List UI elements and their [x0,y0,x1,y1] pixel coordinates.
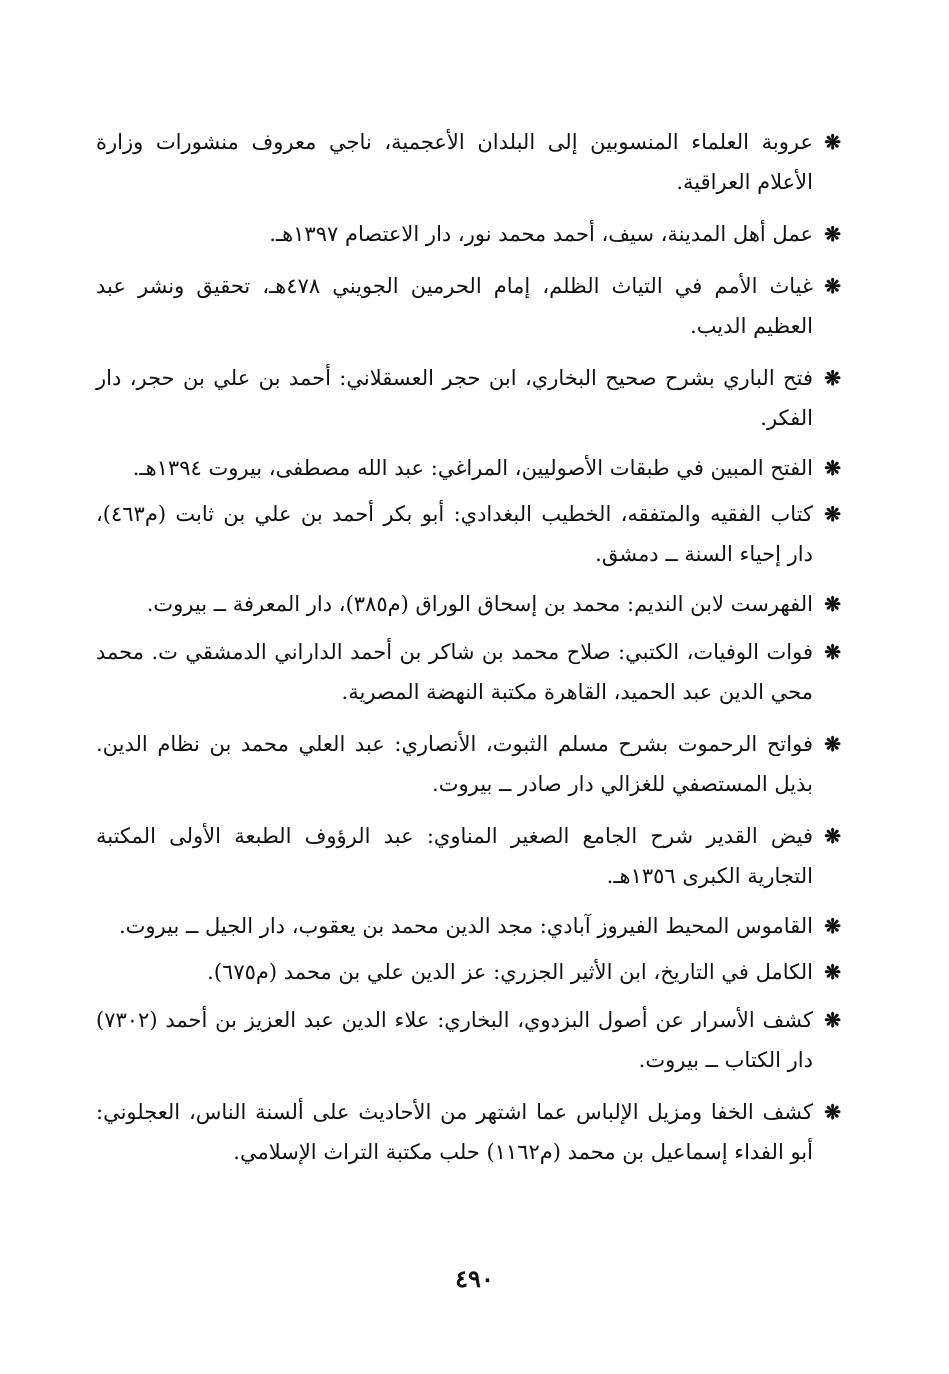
entry-text: كشف الخفا ومزيل الإلباس عما اشتهر من الأحاديث على ألسنة الناس، العجلوني: أبو الفداء إسماعيل بن محمد (م١١٦٢) حلب مكتبة التراث الإسلامي. [96,1100,813,1164]
bibliography-entry [96,632,841,712]
entry-text: الفتح المبين في طبقات الأصوليين، المراغي: عبد الله مصطفى، بيروت ١٣٩٤هـ. [132,456,813,480]
asterisk-bullet-icon: ❋ [824,130,841,154]
asterisk-bullet-icon: ❋ [824,732,841,756]
entry-text: عمل أهل المدينة، سيف، أحمد محمد نور، دار الاعتصام ١٣٩٧هـ. [269,222,813,246]
entry-text: كتاب الفقيه والمتفقه، الخطيب البغدادي: أبو بكر أحمد بن علي بن ثابت (م٤٦٣)، دار إحياء السنة ــ دمشق. [96,502,813,566]
bibliography-entry [96,584,841,624]
entry-text: فيض القدير شرح الجامع الصغير المناوي: عبد الرؤوف الطبعة الأولى المكتبة التجارية الكبرى ١٣٥٦هـ. [96,824,813,888]
bibliography-entry [96,494,841,574]
asterisk-bullet-icon: ❋ [824,592,841,616]
entry-text: عروبة العلماء المنسوبين إلى البلدان الأعجمية، ناجي معروف منشورات وزارة الأعلام العراقية. [96,130,813,194]
bibliography-entry [96,214,841,254]
entry-text: غياث الأمم في التياث الظلم، إمام الحرمين الجويني ٤٧٨هـ، تحقيق ونشر عبد العظيم الديب. [96,274,813,338]
bibliography-entry [96,816,841,896]
entry-text: الكامل في التاريخ، ابن الأثير الجزري: عز الدين علي بن محمد (م٦٧٥). [207,960,813,984]
asterisk-bullet-icon: ❋ [824,1008,841,1032]
bibliography-entry [96,906,841,946]
bibliography-entry [96,724,841,804]
page-number: ٤٩٠ [455,1264,494,1293]
bibliography-entry [96,952,841,992]
bibliography-entry [96,1000,841,1080]
entry-text: القاموس المحيط الفيروز آبادي: مجد الدين محمد بن يعقوب، دار الجيل ــ بيروت. [118,914,813,938]
asterisk-bullet-icon: ❋ [824,960,841,984]
asterisk-bullet-icon: ❋ [824,914,841,938]
entry-text: فتح الباري بشرح صحيح البخاري، ابن حجر العسقلاني: أحمد بن علي بن حجر، دار الفكر. [96,366,813,430]
entry-text: فوات الوفيات، الكتبي: صلاح محمد بن شاكر بن أحمد الداراني الدمشقي ت. محمد محي الدين عبد الحميد، القاهرة مكتبة النهضة المصرية. [96,640,813,704]
bibliography-entry [96,358,841,438]
bibliography-list [96,120,841,1172]
bibliography-entry [96,448,841,488]
asterisk-bullet-icon: ❋ [824,1100,841,1124]
asterisk-bullet-icon: ❋ [824,222,841,246]
entry-text: كشف الأسرار عن أصول البزدوي، البخاري: علاء الدين عبد العزيز بن أحمد (٧٣٠٢) دار الكتاب ــ بيروت. [96,1008,813,1072]
asterisk-bullet-icon: ❋ [824,824,841,848]
bibliography-entry [96,122,841,202]
asterisk-bullet-icon: ❋ [824,640,841,664]
asterisk-bullet-icon: ❋ [824,366,841,390]
bibliography-entry [96,1092,841,1172]
bibliography-entry [96,266,841,346]
entry-text: فواتح الرحموت بشرح مسلم الثبوت، الأنصاري: عبد العلي محمد بن نظام الدين. بذيل المستصفي للغزالي دار صادر ــ بيروت. [96,732,813,796]
asterisk-bullet-icon: ❋ [824,274,841,298]
asterisk-bullet-icon: ❋ [824,502,841,526]
entry-text: الفهرست لابن النديم: محمد بن إسحاق الوراق (م٣٨٥)، دار المعرفة ــ بيروت. [146,592,813,616]
asterisk-bullet-icon: ❋ [824,456,841,480]
